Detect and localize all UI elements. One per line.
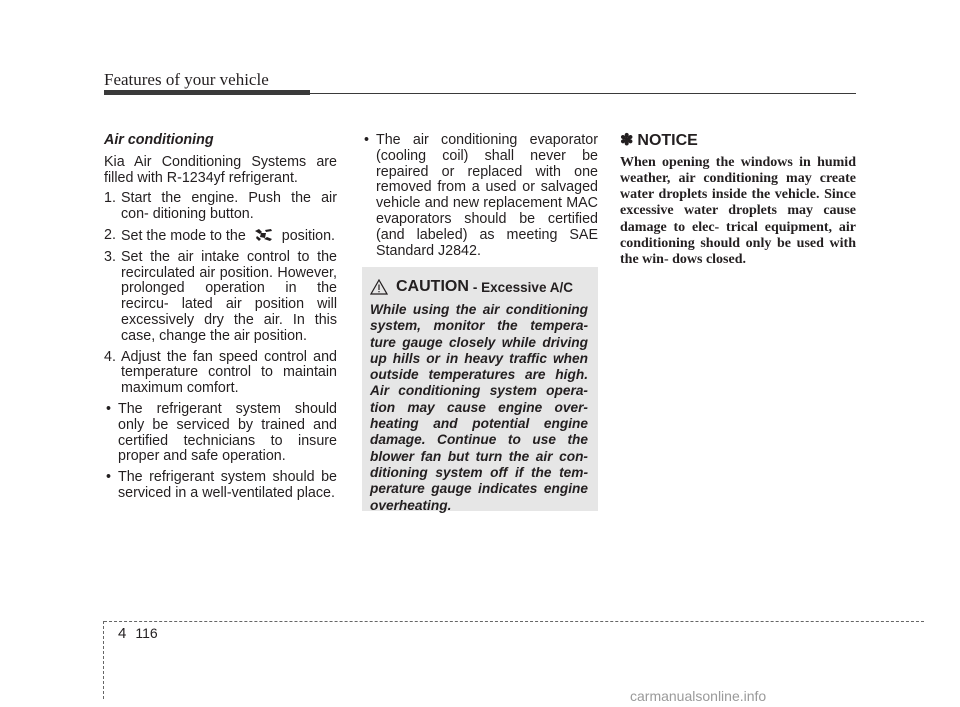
- step-text: [121, 228, 337, 245]
- bullet-dot: •: [364, 132, 370, 148]
- step-number: 1.: [104, 190, 116, 207]
- bullet-dot: •: [106, 400, 112, 417]
- column-middle: [362, 133, 598, 264]
- page-header-title: Features of your vehicle: [104, 70, 269, 89]
- notice-heading: [620, 133, 856, 149]
- footer-margin-rule: [103, 621, 104, 699]
- column-left: [104, 133, 337, 507]
- chapter-number: 4: [118, 625, 127, 642]
- step-item: [104, 250, 337, 345]
- caution-body: While using the air conditioning system, monitor the tempera- ture gauge closely while driving up hills or in heavy traffic when outside temperatures are high. Air conditioning system opera- tion may cause engine over- heating and potential engine damage. Continue to use the blower fan but turn the air con- ditioning system off if the tem- perature gauge indicates engine overheating.: [370, 302, 588, 513]
- column-right: [620, 133, 856, 268]
- bullet-text: The refrigerant system should be serviced in a well-ventilated place.: [118, 469, 337, 501]
- step-item: [104, 191, 337, 223]
- bullet-item: [104, 470, 337, 502]
- notice-body: When opening the windows in humid weather, air conditioning may create water droplets inside the vehicle. Since excessive water droplets may cause damage to elec- trical equipment, air conditioning should only be used with the win- dows closed.: [620, 154, 856, 268]
- floor-defrost-mode-icon: [253, 228, 275, 242]
- bullet-text: The refrigerant system should only be serviced by trained and certified technicians to insure proper and safe operation.: [118, 400, 337, 465]
- caution-title: CAUTION: [396, 278, 469, 295]
- bullet-item: [104, 402, 337, 465]
- bullet-dot: •: [106, 469, 112, 486]
- bullet-text: The air conditioning evaporator (cooling coil) shall never be repaired or replaced with one removed from a used or salvaged vehicle and new replacement MAC evaporators should be certified (and labeled) as meeting SAE Standard J2842.: [376, 132, 598, 259]
- step-item: [104, 228, 337, 245]
- asterisk-icon: ✽: [620, 132, 634, 149]
- page-number-value: 116: [135, 625, 158, 641]
- bullet-item: [362, 133, 598, 259]
- page-number: [118, 625, 158, 642]
- section-title: Air conditioning: [104, 132, 214, 148]
- step-text-after: position.: [281, 227, 336, 244]
- step-number: 3.: [104, 248, 116, 265]
- intro-paragraph: Kia Air Conditioning Systems are filled with R-1234yf refrigerant.: [104, 153, 337, 186]
- step-item: [104, 350, 337, 397]
- caution-box: [362, 267, 598, 511]
- step-number: 4.: [104, 348, 116, 365]
- warning-triangle-icon: [370, 279, 388, 295]
- step-text: Adjust the fan speed control and temperature control to maintain maximum comfort.: [121, 348, 337, 397]
- step-number: 2.: [104, 226, 116, 243]
- header-rule-thin: [310, 93, 856, 94]
- step-text-before: Set the mode to the: [121, 227, 246, 244]
- step-text: Start the engine. Push the air con- ditioning button.: [121, 190, 337, 223]
- step-text: Set the air intake control to the recirculated air position. However, prolonged operation in the recircu- lated air position will excessively dry the air. In this case, change the air position.: [121, 248, 337, 344]
- notice-title: NOTICE: [637, 132, 698, 149]
- footer-rule: [104, 621, 924, 622]
- watermark: carmanualsonline.info: [630, 688, 767, 704]
- caution-header: [362, 267, 598, 296]
- caution-subtitle: - Excessive A/C: [472, 279, 573, 295]
- header-rule-thick: [104, 90, 310, 95]
